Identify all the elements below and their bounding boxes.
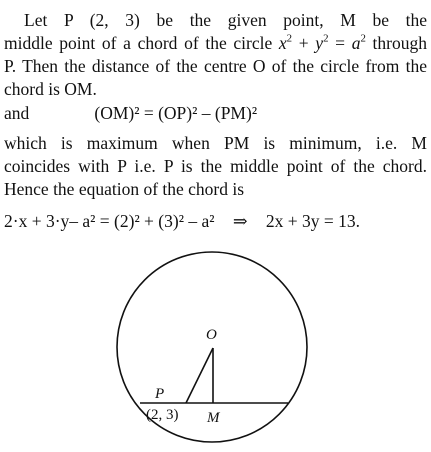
- circle-intro: middle point of a chord of the circle: [4, 33, 279, 53]
- equals-sign: =: [328, 33, 352, 53]
- label-o: O: [206, 327, 217, 343]
- equation-chord-rhs: 2x + 3y = 13.: [265, 211, 361, 231]
- label-m: M: [207, 410, 220, 426]
- var-x: x: [278, 33, 287, 53]
- text-line-2: middle point of a chord of the circle $x^2 + y^2 = a^2$ through: [4, 32, 427, 53]
- segment-op: [186, 348, 213, 403]
- equation-chord-lhs: 2·x + 3·y– a² = (2)² + (3)² – a²: [4, 211, 215, 231]
- sentence-distance: P. Then the distance of the centre O of the circle from the: [4, 56, 427, 76]
- sentence-chord-om: chord is OM.: [4, 79, 97, 99]
- sentence-coincides: coincides with P i.e. P is the middle point of the chord.: [4, 156, 427, 176]
- sentence-hence: Hence the equation of the chord is: [4, 179, 245, 199]
- plus-sign: +: [292, 33, 316, 53]
- label-p: P: [155, 386, 165, 402]
- equation-pythagoras: (OM)² = (OP)² – (PM)²: [94, 103, 258, 123]
- sentence-maximum: which is maximum when PM is minimum, i.e. M: [4, 133, 427, 153]
- word-and: and: [4, 103, 30, 123]
- var-a: a: [351, 33, 361, 53]
- word-through: through: [365, 33, 427, 53]
- var-y: y: [315, 33, 324, 53]
- label-coords: (2, 3): [146, 407, 179, 423]
- implies-arrow: ⇒: [232, 211, 248, 231]
- sentence-let-p: Let P (2, 3) be the given point, M be the: [24, 10, 427, 30]
